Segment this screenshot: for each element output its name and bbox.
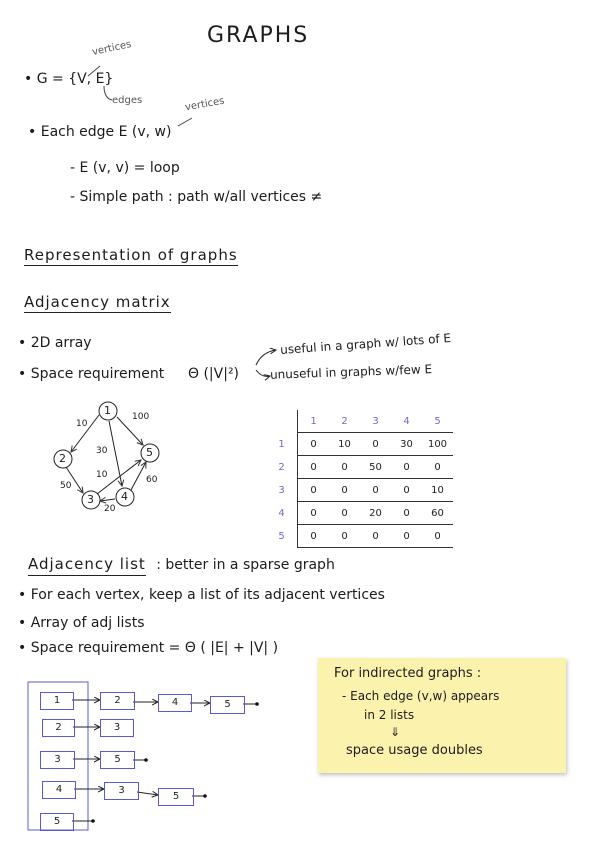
- matrix-cell: 0: [298, 525, 330, 548]
- matrix-cell: 0: [329, 525, 360, 548]
- matrix-cell: 0: [391, 502, 422, 525]
- useful-arrow: [256, 350, 276, 365]
- useful-note: useful in a graph w/ lots of E: [279, 331, 452, 357]
- page-title: GRAPHS: [207, 23, 310, 48]
- matrix-cell: 0: [391, 456, 422, 479]
- edge-definition: Each edge E (v, w): [40, 124, 172, 140]
- note-line-1: For indirected graphs :: [334, 666, 482, 681]
- each-vertex-text: For each vertex, keep a list of its adjacent vertices: [30, 587, 385, 603]
- array-cell-2: 2: [42, 719, 75, 737]
- matrix-cell: 0: [298, 479, 330, 502]
- matrix-cell: 0: [360, 525, 391, 548]
- loop-line: - E (v, v) = loop: [70, 160, 180, 176]
- matrix-row: [266, 456, 453, 479]
- matrix-col-header: 1: [298, 410, 330, 433]
- link-4-5: [137, 792, 158, 795]
- matrix-row-header: 4: [266, 502, 298, 525]
- node-label-2: 2: [59, 452, 66, 465]
- note-line-3: in 2 lists: [364, 708, 415, 722]
- weight-2-3: 50: [60, 481, 72, 491]
- null-4: [203, 794, 207, 798]
- matrix-cell: 0: [329, 456, 360, 479]
- matrix-row: [266, 433, 453, 456]
- array-cell-5: 5: [40, 813, 74, 831]
- matrix-cell: 30: [391, 433, 422, 456]
- array-adj-text: Array of adj lists: [30, 615, 145, 631]
- bullet-g-def: • G = {V, E}: [24, 71, 114, 87]
- matrix-col-header: 3: [360, 410, 391, 433]
- matrix-cell: 0: [298, 456, 330, 479]
- weight-4-3: 20: [104, 504, 116, 514]
- list-node-1-a: 2: [100, 692, 135, 710]
- annotation-edges: edges: [112, 95, 143, 106]
- matrix-cell: 0: [360, 479, 391, 502]
- unuseful-note: unuseful in graphs w/few E: [269, 362, 433, 382]
- matrix-cell: 0: [360, 433, 391, 456]
- matrix-cell: 0: [391, 479, 422, 502]
- note-arrow-down: ⇓: [390, 725, 401, 739]
- matrix-cell: 0: [422, 525, 453, 548]
- matrix-corner: [266, 410, 298, 433]
- annotation-vertices: vertices: [91, 38, 133, 59]
- list-node-1-b: 4: [158, 694, 192, 712]
- note-line-2: - Each edge (v,w) appears: [342, 689, 500, 703]
- vertices-annotation-arrow: [88, 66, 100, 76]
- two-d-array-text: 2D array: [30, 335, 92, 351]
- node-label-5: 5: [146, 446, 153, 459]
- matrix-cell: 0: [329, 479, 360, 502]
- space-req-list-text: Space requirement = Θ ( |E| + |V| ): [30, 640, 279, 656]
- weight-4-5: 60: [146, 475, 158, 485]
- matrix-cell: 50: [360, 456, 391, 479]
- representation-heading: Representation of graphs: [24, 246, 238, 264]
- weight-3-5: 10: [96, 470, 108, 480]
- theta-v-squared: Θ (|V|²): [188, 366, 240, 382]
- list-node-4-a: 3: [104, 782, 139, 800]
- matrix-cell: 10: [329, 433, 360, 456]
- matrix-row-header: 1: [266, 433, 298, 456]
- matrix-cell: 10: [422, 479, 453, 502]
- matrix-cell: 20: [360, 502, 391, 525]
- null-5: [91, 819, 95, 823]
- list-node-2-a: 3: [100, 719, 134, 737]
- matrix-cell: 0: [298, 502, 330, 525]
- g-definition: G = {V, E}: [36, 71, 114, 87]
- adjacency-list-tail: : better in a sparse graph: [156, 557, 335, 573]
- weight-1-5: 100: [132, 412, 150, 422]
- matrix-row-header: 5: [266, 525, 298, 548]
- simple-path-line: - Simple path : path w/all vertices ≠: [70, 189, 323, 205]
- bullet-space-req-list: • Space requirement = Θ ( |E| + |V| ): [18, 640, 279, 656]
- node-label-3: 3: [87, 493, 94, 506]
- array-cell-1: 1: [40, 692, 74, 710]
- bullet-array-adj: • Array of adj lists: [18, 615, 145, 631]
- matrix-col-header: 5: [422, 410, 453, 433]
- edges-annotation-arrow: [104, 86, 112, 100]
- matrix-row: [266, 502, 453, 525]
- matrix-col-header: 2: [329, 410, 360, 433]
- bullet-each-vertex: • For each vertex, keep a list of its adjacent vertices: [18, 587, 385, 603]
- sticky-note: [318, 658, 566, 773]
- annotation-vertices-2: vertices: [184, 95, 226, 114]
- matrix-cell: 0: [422, 456, 453, 479]
- weight-1-4: 30: [96, 446, 108, 456]
- matrix-cell: 0: [329, 502, 360, 525]
- array-cell-4: 4: [42, 781, 76, 799]
- matrix-cell: 100: [422, 433, 453, 456]
- list-node-3-a: 5: [100, 751, 135, 769]
- bullet-space-requirement: • Space requirement: [18, 366, 165, 382]
- unuseful-arrow: [256, 370, 270, 376]
- matrix-cell: 60: [422, 502, 453, 525]
- adjacency-matrix-table: [266, 410, 453, 548]
- matrix-row: [266, 525, 453, 548]
- node-label-4: 4: [121, 490, 128, 503]
- matrix-row-header: 3: [266, 479, 298, 502]
- matrix-header-row: [266, 410, 453, 433]
- matrix-row-header: 2: [266, 456, 298, 479]
- null-1: [255, 702, 259, 706]
- matrix-col-header: 4: [391, 410, 422, 433]
- adjacency-list-heading: Adjacency list: [28, 555, 146, 576]
- adjacency-list-line: [28, 557, 335, 572]
- bullet-2d-array: • 2D array: [18, 335, 92, 351]
- matrix-cell: 0: [391, 525, 422, 548]
- adjacency-matrix-heading: Adjacency matrix: [24, 293, 171, 311]
- bullet-edge-def: • Each edge E (v, w): [28, 124, 172, 140]
- edge-4-3: [100, 499, 115, 501]
- weight-1-2: 10: [76, 419, 88, 429]
- null-3: [144, 758, 148, 762]
- note-line-4: space usage doubles: [346, 743, 483, 758]
- vertices2-annotation-arrow: [178, 118, 192, 126]
- matrix-cell: 0: [298, 433, 330, 456]
- array-cell-3: 3: [40, 751, 75, 769]
- space-requirement-text: Space requirement: [30, 366, 165, 382]
- node-label-1: 1: [104, 404, 111, 417]
- matrix-row: [266, 479, 453, 502]
- list-node-1-c: 5: [210, 696, 245, 714]
- list-node-4-b: 5: [158, 788, 194, 806]
